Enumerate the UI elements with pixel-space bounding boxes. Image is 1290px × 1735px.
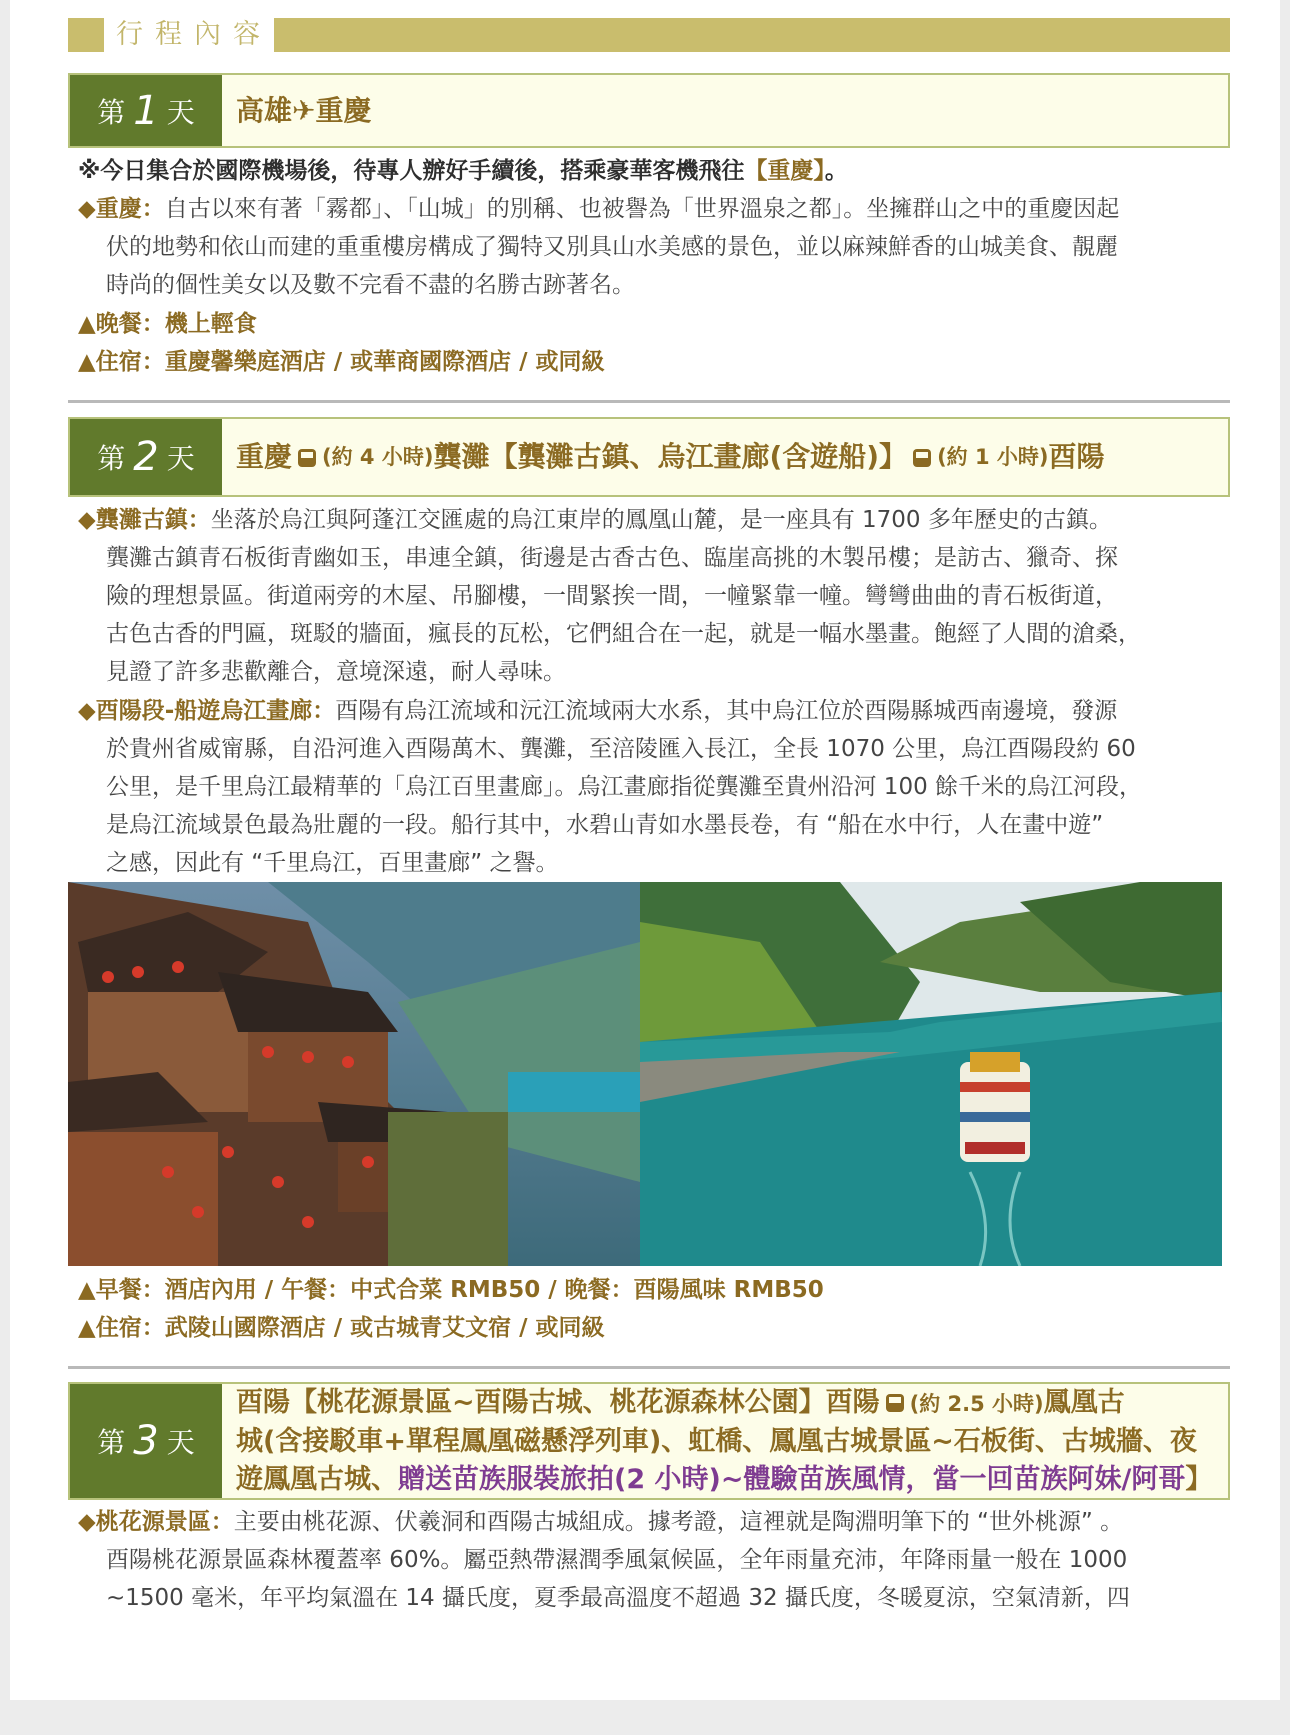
ferry-boat xyxy=(960,1052,1030,1162)
day2-block2-head: ◆酉陽段-船遊烏江畫廊： xyxy=(78,698,336,724)
bus-icon xyxy=(298,449,316,467)
day2-block2-line: 是烏江流域景色最為壯麗的一段。船行其中，水碧山青如水墨長卷，有 “船在水中行，人在畫中遊” xyxy=(106,812,1104,838)
day1-route-text: 高雄✈重慶 xyxy=(236,93,372,127)
day2-block2-line: 公里，是千里烏江最精華的「烏江百里畫廊」。烏江畫廊指從龔灘至貴州沿河 100 餘千米的烏江河段， xyxy=(106,774,1143,800)
day2-block1-line: 坐落於烏江與阿蓬江交匯處的烏江東岸的鳳凰山麓，是一座具有 1700 多年歷史的古鎮。 xyxy=(210,507,1112,533)
day3-line3-c: 】 xyxy=(1185,1463,1213,1495)
day2-block1 xyxy=(78,501,1230,691)
section-header-bar xyxy=(68,18,1230,52)
day2-block1-line: 龔灘古鎮青石板街青幽如玉，串連全鎮，街邊是古香古色、臨崖高挑的木製吊樓；是訪古、獵奇、探 xyxy=(106,545,1118,571)
day3-block-line: 主要由桃花源、伏羲洞和酉陽古城組成。據考證，這裡就是陶淵明筆下的 “世外桃源” 。 xyxy=(233,1509,1124,1535)
divider xyxy=(68,400,1230,403)
day2-header xyxy=(68,417,1230,497)
day3-line1-c: 鳳凰古 xyxy=(1043,1386,1125,1418)
day3-label xyxy=(70,1384,222,1498)
section-title: 行程內容 xyxy=(116,19,272,50)
day2-route-d: (約 1 小時) xyxy=(937,445,1049,469)
day1-route xyxy=(236,75,1218,146)
day2-block1-line: 古色古香的門匾，斑駁的牆面，瘋長的瓦松，它們組合在一起，就是一幅水墨畫。飽經了人間的滄桑， xyxy=(106,621,1141,647)
day1-label xyxy=(70,75,222,146)
day3-line3-a: 遊鳳凰古城、 xyxy=(236,1463,398,1495)
day3-route-line xyxy=(236,1384,1125,1423)
day2-block2-line: 之感，因此有 “千里烏江，百里畫廊” 之譽。 xyxy=(106,850,559,876)
day3-route-line: 城(含接駁車+單程鳳凰磁懸浮列車)、虹橋、鳳凰古城景區~石板街、古城牆、夜 xyxy=(236,1425,1197,1457)
gongtan-town-photo xyxy=(68,882,640,1266)
day3-line3-b: 贈送苗族服裝旅拍(2 小時)~體驗苗族風情，當一回苗族阿妹/阿哥 xyxy=(398,1463,1186,1495)
day2-block2-line: 酉陽有烏江流域和沅江流域兩大水系，其中烏江位於酉陽縣城西南邊境，發源 xyxy=(335,698,1118,724)
day1-desc-line: 時尚的個性美女以及數不完看不盡的名勝古跡著名。 xyxy=(106,272,635,298)
day2-route-a: 重慶 xyxy=(236,440,293,473)
day-prefix: 第 xyxy=(97,1426,126,1459)
day1-note-suffix: 。 xyxy=(824,158,848,184)
wujiang-gallery-photo xyxy=(640,882,1222,1266)
day2-route-c: 龔灘【龔灘古鎮、烏江畫廊(含遊船)】 xyxy=(433,440,908,473)
day3-block-line: 酉陽桃花源景區森林覆蓋率 60%。屬亞熱帶濕潤季風氣候區，全年雨量充沛，年降雨量一般在 1000 xyxy=(106,1547,1128,1573)
day-number: 1 xyxy=(133,87,159,134)
day-number: 3 xyxy=(133,1418,159,1464)
day2-hotel: ▲住宿：武陵山國際酒店 / 或古城青艾文宿 / 或同級 xyxy=(78,1315,605,1341)
bus-icon xyxy=(913,449,931,467)
day2-route-b: (約 4 小時) xyxy=(322,445,434,469)
day1-meal: ▲晚餐：機上輕食 xyxy=(78,311,257,337)
day-suffix: 天 xyxy=(166,1426,195,1459)
day1-desc-line: 自古以來有著「霧都」、「山城」的別稱、也被譽為「世界溫泉之都」。坐擁群山之中的重慶因起 xyxy=(164,196,1120,222)
day3-line1-b: (約 2.5 小時) xyxy=(909,1391,1044,1416)
bus-icon xyxy=(886,1394,904,1412)
day3-route xyxy=(236,1384,1218,1498)
day-prefix: 第 xyxy=(97,442,126,475)
day-suffix: 天 xyxy=(166,442,195,475)
day-number: 2 xyxy=(133,434,159,480)
day2-route xyxy=(236,419,1218,495)
day2-block1-line: 見證了許多悲歡離合，意境深遠，耐人尋味。 xyxy=(106,659,566,685)
day1-hotel: ▲住宿：重慶馨樂庭酒店 / 或華商國際酒店 / 或同級 xyxy=(78,349,605,375)
day2-route-e: 酉陽 xyxy=(1048,440,1105,473)
day3-line1-a: 酉陽【桃花源景區~酉陽古城、桃花源森林公園】酉陽 xyxy=(236,1386,880,1418)
day1-description xyxy=(78,190,1230,304)
divider xyxy=(68,1366,1230,1369)
day1-note-prefix: ※今日集合於國際機場後，待專人辦好手續後，搭乘豪華客機飛往 xyxy=(78,158,745,184)
day3-block xyxy=(78,1503,1230,1617)
day-prefix: 第 xyxy=(97,95,126,129)
day3-route-line xyxy=(236,1461,1212,1499)
wujiang-river-illustration xyxy=(640,882,1222,1266)
day1-header xyxy=(68,73,1230,148)
page xyxy=(10,0,1280,1700)
day2-block2 xyxy=(78,692,1230,882)
day2-block1-head: ◆龔灘古鎮： xyxy=(78,507,211,533)
day3-header xyxy=(68,1382,1230,1500)
day2-label xyxy=(70,419,222,495)
day1-desc-head: ◆重慶： xyxy=(78,196,165,222)
day2-meal: ▲早餐：酒店內用 / 午餐：中式合菜 RMB50 / 晚餐：酉陽風味 RMB50 xyxy=(78,1277,824,1303)
day1-note xyxy=(78,152,1230,190)
day3-block-line: ~1500 毫米，年平均氣溫在 14 攝氏度，夏季最高溫度不超過 32 攝氏度，冬暖夏涼，空氣清新，四 xyxy=(106,1585,1130,1611)
day1-desc-line: 伏的地勢和依山而建的重重樓房構成了獨特又別具山水美感的景色，並以麻辣鮮香的山城美食、靚麗 xyxy=(106,234,1118,260)
day2-block1-line: 險的理想景區。街道兩旁的木屋、吊腳樓，一間緊挨一間，一幢緊靠一幢。彎彎曲曲的青石板街道， xyxy=(106,583,1118,609)
gongtan-town-illustration xyxy=(68,882,640,1266)
day3-block-head: ◆桃花源景區： xyxy=(78,1509,234,1535)
day1-note-highlight: 【重慶】 xyxy=(744,158,825,184)
day-suffix: 天 xyxy=(166,95,195,129)
day2-block2-line: 於貴州省威甯縣，自沿河進入酉陽萬木、龔灘，至涪陵匯入長江，全長 1070 公里，烏江酉陽段約 60 xyxy=(106,736,1136,762)
